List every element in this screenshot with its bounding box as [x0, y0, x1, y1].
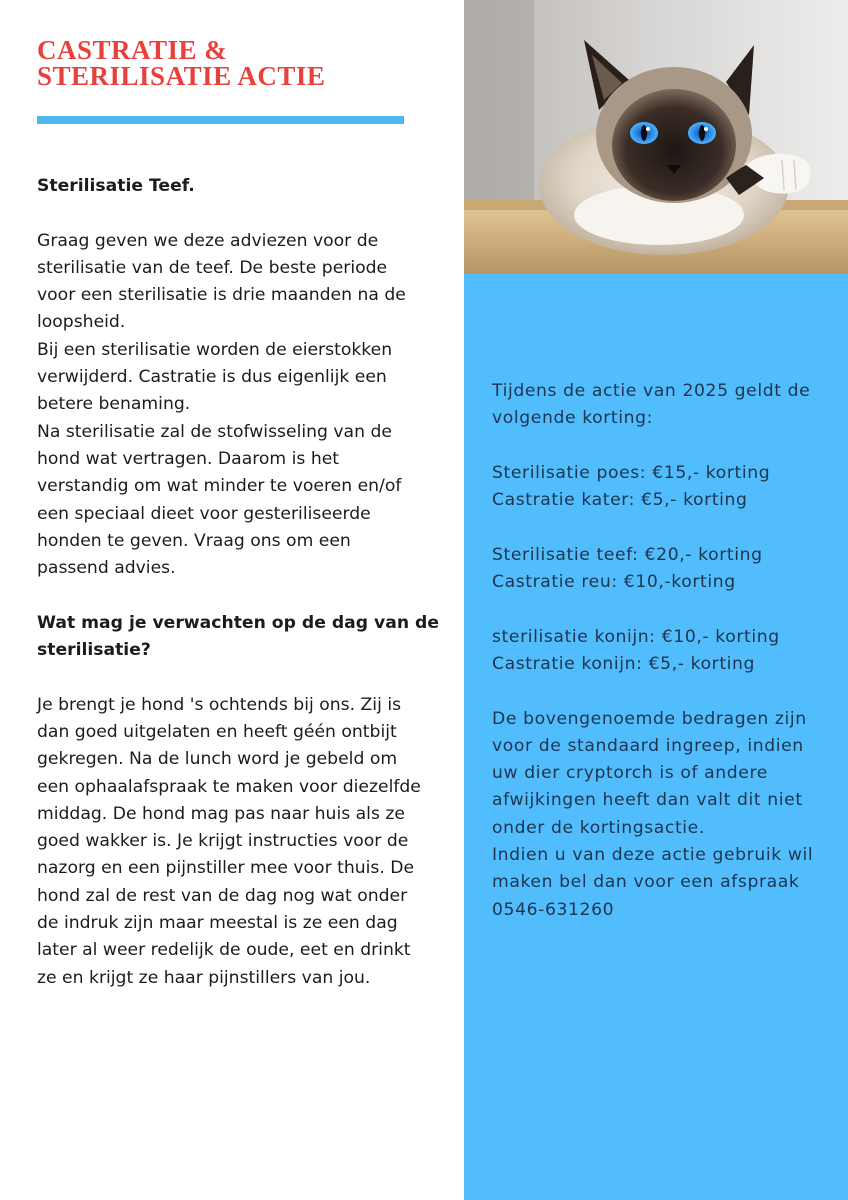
note-line: afwijkingen heeft dan valt dit niet — [492, 790, 803, 811]
section-heading-sterilisatie-teef: Sterilisatie Teef. — [37, 176, 195, 196]
paragraph-line: dan goed uitgelaten en heeft géén ontbijt — [37, 721, 397, 742]
paragraph-line: middag. De hond mag pas naar huis als ze — [37, 803, 405, 824]
page-title — [37, 37, 437, 89]
discount-item: Castratie reu: €10,-korting — [492, 572, 736, 593]
discount-panel — [464, 274, 848, 1200]
paragraph-line: de indruk zijn maar meestal is ze een dag — [37, 913, 398, 934]
title-underline-bar — [37, 116, 404, 124]
discount-item: sterilisatie konijn: €10,- korting — [492, 626, 780, 647]
ragdoll-cat-illustration — [464, 0, 848, 274]
discount-item: Castratie konijn: €5,- korting — [492, 653, 756, 674]
cat-photo — [464, 0, 848, 274]
discount-item: Sterilisatie poes: €15,- korting — [492, 462, 771, 483]
note-line: voor de standaard ingreep, indien — [492, 735, 804, 756]
paragraph-line: verstandig om wat minder te voeren en/of — [37, 476, 402, 497]
paragraph-line: gekregen. Na de lunch word je gebeld om — [37, 749, 398, 770]
paragraph-line: passend advies. — [37, 558, 176, 579]
paragraph-line: Graag geven we deze adviezen voor de — [37, 230, 379, 251]
paragraph-line: honden te geven. Vraag ons om een — [37, 530, 351, 551]
paragraph-line: Je brengt je hond 's ochtends bij ons. Zij is — [37, 694, 402, 715]
paragraph-line: hond zal de rest van de dag nog wat onder — [37, 885, 408, 906]
paragraph-line: een speciaal dieet voor gesteriliseerde — [37, 503, 371, 524]
paragraph-line: goed wakker is. Je krijgt instructies voor de — [37, 831, 409, 852]
paragraph-line: Na sterilisatie zal de stofwisseling van de — [37, 421, 392, 442]
title-line-2: STERILISATIE ACTIE — [37, 61, 326, 91]
note-line: Indien u van deze actie gebruik wil — [492, 845, 814, 866]
note-line: uw dier cryptorch is of andere — [492, 763, 768, 784]
article-body — [37, 173, 451, 992]
paragraph-line: een ophaalafspraak te maken voor diezelfde — [37, 776, 421, 797]
paragraph-line: later al weer redelijk de oude, eet en drinkt — [37, 940, 411, 961]
intro-line: volgende korting: — [492, 408, 654, 429]
note-line: De bovengenoemde bedragen zijn — [492, 708, 807, 729]
paragraph-line: hond wat vertragen. Daarom is het — [37, 448, 340, 469]
paragraph-line: voor een sterilisatie is drie maanden na de — [37, 285, 406, 306]
paragraph-line: loopsheid. — [37, 312, 126, 333]
discount-text — [492, 378, 837, 924]
paragraph-line: verwijderd. Castratie is dus eigenlijk een — [37, 367, 387, 388]
paragraph-line: ze en krijgt ze haar pijnstillers van jou. — [37, 967, 371, 988]
section-heading-dag-van-sterilisatie: Wat mag je verwachten op de dag van de — [37, 612, 440, 633]
paragraph-line: betere benaming. — [37, 394, 191, 415]
intro-line: Tijdens de actie van 2025 geldt de — [492, 381, 811, 401]
discount-item: Castratie kater: €5,- korting — [492, 490, 748, 511]
paragraph-line: nazorg en een pijnstiller mee voor thuis. De — [37, 858, 415, 879]
paragraph-line: sterilisatie van de teef. De beste periode — [37, 257, 388, 278]
section-heading-dag-van-sterilisatie: sterilisatie? — [37, 640, 151, 661]
discount-item: Sterilisatie teef: €20,- korting — [492, 544, 763, 565]
phone-number: 0546-631260 — [492, 899, 615, 920]
title-line-1: CASTRATIE & — [37, 35, 228, 65]
paragraph-line: Bij een sterilisatie worden de eierstokken — [37, 339, 393, 360]
note-line: onder de kortingsactie. — [492, 817, 705, 838]
note-line: maken bel dan voor een afspraak — [492, 872, 800, 893]
